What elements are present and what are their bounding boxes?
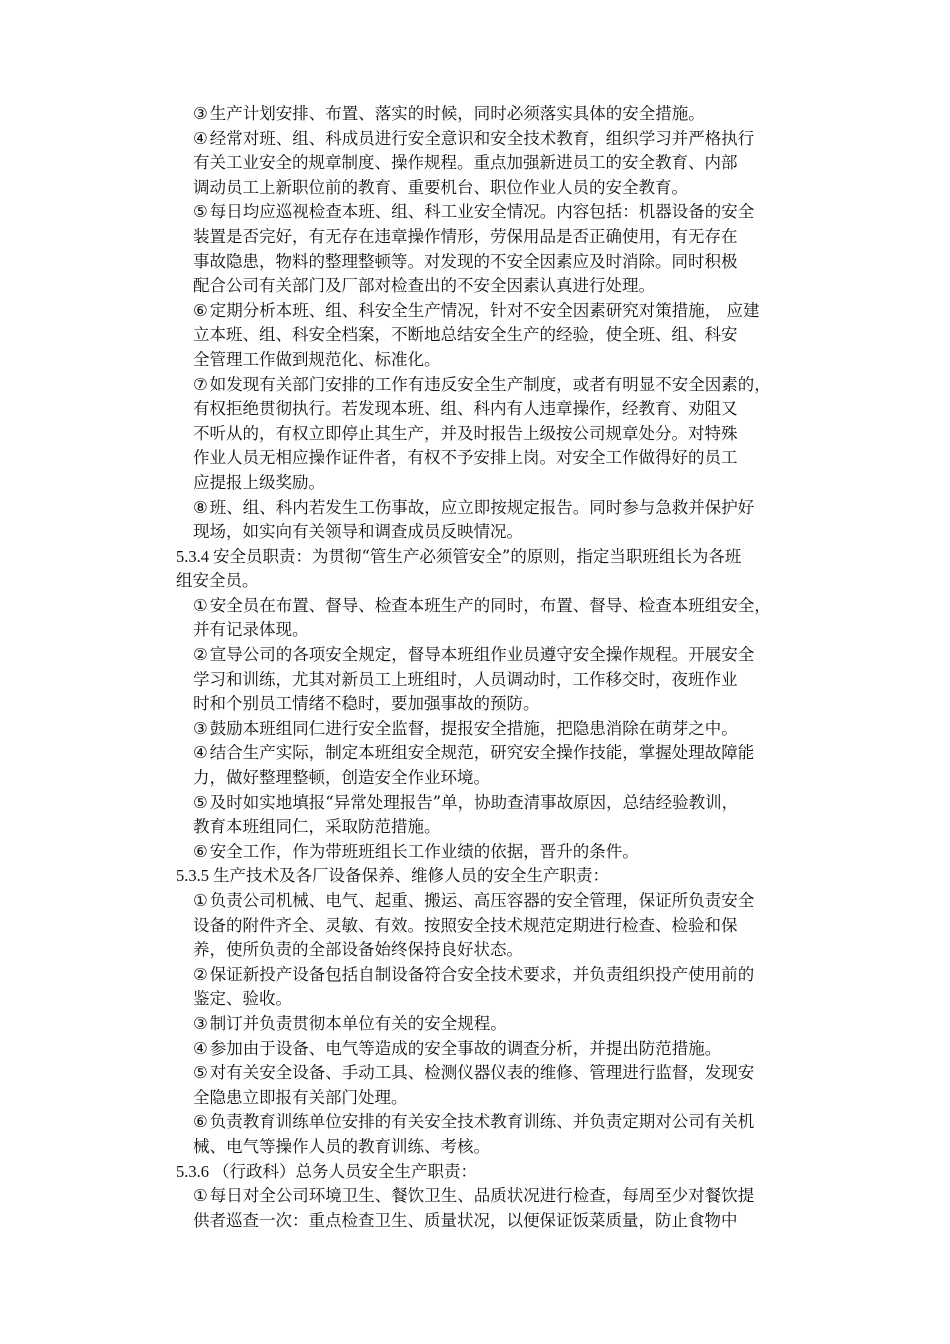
item-marker: ⑦ — [193, 374, 208, 394]
section-number: 5.3.6 — [176, 1161, 209, 1181]
text-line — [193, 250, 876, 275]
list-item — [176, 791, 876, 840]
text-line — [193, 127, 876, 152]
item-marker: ⑤ — [193, 202, 208, 222]
list-item — [176, 717, 876, 742]
section-heading — [176, 864, 876, 889]
text-line — [176, 569, 876, 594]
text-line — [193, 496, 876, 521]
list-item — [176, 373, 876, 496]
line-text: 如发现有关部门安排的工作有违反安全生产制度，或者有明显不安全因素的， — [209, 374, 771, 394]
line-text: 及时如实地填报“异常处理报告”单，协助查清事故原因，总结经验教训， — [209, 792, 739, 812]
text-line — [193, 1135, 876, 1160]
text-line — [176, 545, 876, 570]
text-line — [193, 1037, 876, 1062]
line-text: 鼓励本班组同仁进行安全监督，提报安全措施，把隐患消除在萌芽之中。 — [209, 718, 738, 738]
line-text: 组安全员。 — [176, 571, 259, 591]
line-text: 设备的附件齐全、灵敏、有效。按照安全技术规范定期进行检查、检验和保 — [193, 915, 738, 935]
item-marker: ③ — [193, 104, 208, 123]
list-item — [176, 1012, 876, 1037]
text-line — [193, 422, 876, 447]
list-item — [176, 840, 876, 865]
text-line — [193, 1086, 876, 1111]
line-text: 每日均应巡视检查本班、组、科工业安全情况。内容包括：机器设备的安全 — [209, 202, 755, 222]
line-text: 配合公司有关部门及厂部对检查出的不安全因素认真进行处理。 — [193, 276, 655, 296]
list-item — [176, 1061, 876, 1110]
text-line — [193, 840, 876, 865]
text-line — [193, 471, 876, 496]
item-marker: ③ — [193, 1013, 208, 1033]
line-text: 现场，如实向有关领导和调查成员反映情况。 — [193, 522, 523, 542]
line-text: 立本班、组、科安全档案，不断地总结安全生产的经验，使全班、组、科安 — [193, 325, 738, 345]
list-item — [176, 200, 876, 298]
list-item — [176, 1110, 876, 1159]
line-text: 经常对班、组、科成员进行安全意识和安全技术教育，组织学习并严格执行 — [209, 128, 755, 148]
line-text: 全隐患立即报有关部门处理。 — [193, 1087, 408, 1107]
list-item — [176, 963, 876, 1012]
line-text: 宣导公司的各项安全规定，督导本班组作业员遵守安全操作规程。开展安全 — [209, 645, 755, 665]
line-text: 每日对全公司环境卫生、餐饮卫生、品质状况进行检查，每周至少对餐饮提 — [209, 1186, 755, 1206]
section-heading — [176, 1160, 876, 1185]
line-text: 并有记录体现。 — [193, 620, 309, 640]
text-line — [176, 864, 876, 889]
text-line — [176, 1160, 876, 1185]
text-line — [193, 397, 876, 422]
line-text: 保证新投产设备包括自制设备符合安全技术要求，并负责组织投产使用前的 — [209, 964, 755, 984]
text-line — [193, 766, 876, 791]
line-text: 力，做好整理整顿，创造安全作业环境。 — [193, 768, 490, 788]
line-text: 不听从的，有权立即停止其生产，并及时报告上级按公司规章处分。对特殊 — [193, 423, 738, 443]
text-line — [193, 643, 876, 668]
line-text: （行政科）总务人员安全生产职责： — [213, 1161, 477, 1181]
line-text: 鉴定、验收。 — [193, 989, 292, 1009]
line-text: 负责公司机械、电气、起重、搬运、高压容器的安全管理，保证所负责安全 — [209, 891, 755, 910]
text-line — [193, 225, 876, 250]
line-text: 作业人员无相应操作证件者，有权不予安排上岗。对安全工作做得好的员工 — [193, 448, 738, 468]
item-marker: ③ — [193, 718, 208, 738]
text-line — [193, 102, 876, 127]
list-item — [176, 643, 876, 717]
list-item — [176, 1184, 876, 1233]
line-text: 时和个别员工情绪不稳时，要加强事故的预防。 — [193, 694, 540, 714]
text-line — [193, 717, 876, 742]
document-body — [176, 102, 876, 1233]
item-marker: ⑥ — [193, 841, 208, 861]
line-text: 制订并负责贯彻本单位有关的安全规程。 — [209, 1013, 507, 1033]
text-line — [193, 791, 876, 816]
line-text: 事故隐患，物料的整理整顿等。对发现的不安全因素应及时消除。同时积极 — [193, 251, 738, 271]
line-text: 械、电气等操作人员的教育训练、考核。 — [193, 1136, 490, 1156]
text-line — [193, 520, 876, 545]
text-line — [193, 1012, 876, 1037]
list-item — [176, 299, 876, 373]
text-line — [193, 741, 876, 766]
line-text: 养，使所负责的全部设备始终保持良好状态。 — [193, 940, 523, 960]
item-marker: ⑥ — [193, 1112, 208, 1132]
text-line — [193, 200, 876, 225]
line-text: 对有关安全设备、手动工具、检测仪器仪表的维修、管理进行监督，发现安 — [209, 1063, 755, 1083]
line-text: 班、组、科内若发生工伤事故，应立即按规定报告。同时参与急救并保护好 — [209, 497, 755, 517]
text-line — [193, 815, 876, 840]
item-marker: ⑧ — [193, 497, 208, 517]
text-line — [193, 176, 876, 201]
line-text: 全管理工作做到规范化、标准化。 — [193, 349, 441, 369]
section-heading — [176, 545, 876, 594]
text-line — [193, 274, 876, 299]
line-text: 供者巡查一次：重点检查卫生、质量状况，以便保证饭菜质量，防止食物中 — [193, 1210, 738, 1230]
text-line — [193, 914, 876, 939]
line-text: 生产计划安排、布置、落实的时候，同时必须落实具体的安全措施。 — [209, 104, 705, 123]
line-text: 应提报上级奖励。 — [193, 472, 325, 492]
item-marker: ① — [193, 1186, 208, 1206]
list-item — [176, 127, 876, 201]
list-item — [176, 889, 876, 963]
section-number: 5.3.4 — [176, 546, 209, 566]
text-line — [193, 668, 876, 693]
item-marker: ① — [193, 595, 208, 615]
line-text: 学习和训练，尤其对新员工上班组时，人员调动时，工作移交时，夜班作业 — [193, 669, 738, 689]
line-text: 定期分析本班、组、科安全生产情况，针对不安全因素研究对策措施， 应建 — [209, 300, 760, 320]
item-marker: ④ — [193, 128, 208, 148]
item-marker: ② — [193, 645, 208, 665]
text-line — [193, 594, 876, 619]
list-item — [176, 594, 876, 643]
line-text: 有关工业安全的规章制度、操作规程。重点加强新进员工的安全教育、内部 — [193, 153, 738, 173]
text-line — [193, 692, 876, 717]
list-item — [176, 1037, 876, 1062]
text-line — [193, 963, 876, 988]
text-line — [193, 1209, 876, 1234]
text-line — [193, 889, 876, 914]
line-text: 参加由于设备、电气等造成的安全事故的调查分析，并提出防范措施。 — [209, 1038, 722, 1058]
line-text: 安全工作，作为带班班组长工作业绩的依据，晋升的条件。 — [209, 841, 639, 861]
item-marker: ⑤ — [193, 792, 208, 812]
line-text: 负责教育训练单位安排的有关安全技术教育训练、并负责定期对公司有关机 — [209, 1112, 755, 1132]
line-text: 安全员职责：为贯彻“管生产必须管安全”的原则，指定当职班组长为各班 — [213, 546, 742, 566]
item-marker: ① — [193, 891, 208, 910]
item-marker: ⑥ — [193, 300, 208, 320]
item-marker: ④ — [193, 743, 208, 763]
text-line — [193, 618, 876, 643]
text-line — [193, 1110, 876, 1135]
line-text: 教育本班组同仁，采取防范措施。 — [193, 817, 441, 837]
line-text: 安全员在布置、督导、检查本班生产的同时，布置、督导、检查本班组安全， — [209, 595, 771, 615]
text-line — [193, 348, 876, 373]
line-text: 生产技术及各厂设备保养、维修人员的安全生产职责： — [213, 866, 609, 886]
line-text: 结合生产实际，制定本班组安全规范，研究安全操作技能，掌握处理故障能 — [209, 743, 755, 763]
text-line — [193, 151, 876, 176]
text-line — [193, 987, 876, 1012]
line-text: 调动员工上新职位前的教育、重要机台、职位作业人员的安全教育。 — [193, 177, 688, 197]
line-text: 有权拒绝贯彻执行。若发现本班、组、科内有人违章操作，经教育、劝阻又 — [193, 399, 738, 419]
list-item — [176, 102, 876, 127]
text-line — [193, 323, 876, 348]
section-number: 5.3.5 — [176, 866, 209, 886]
item-marker: ⑤ — [193, 1063, 208, 1083]
line-text: 装置是否完好，有无存在违章操作情形，劳保用品是否正确使用，有无存在 — [193, 226, 738, 246]
text-line — [193, 1061, 876, 1086]
text-line — [193, 373, 876, 398]
item-marker: ② — [193, 964, 208, 984]
text-line — [193, 299, 876, 324]
list-item — [176, 496, 876, 545]
text-line — [193, 938, 876, 963]
list-item — [176, 741, 876, 790]
text-line — [193, 446, 876, 471]
item-marker: ④ — [193, 1038, 208, 1058]
text-line — [193, 1184, 876, 1209]
